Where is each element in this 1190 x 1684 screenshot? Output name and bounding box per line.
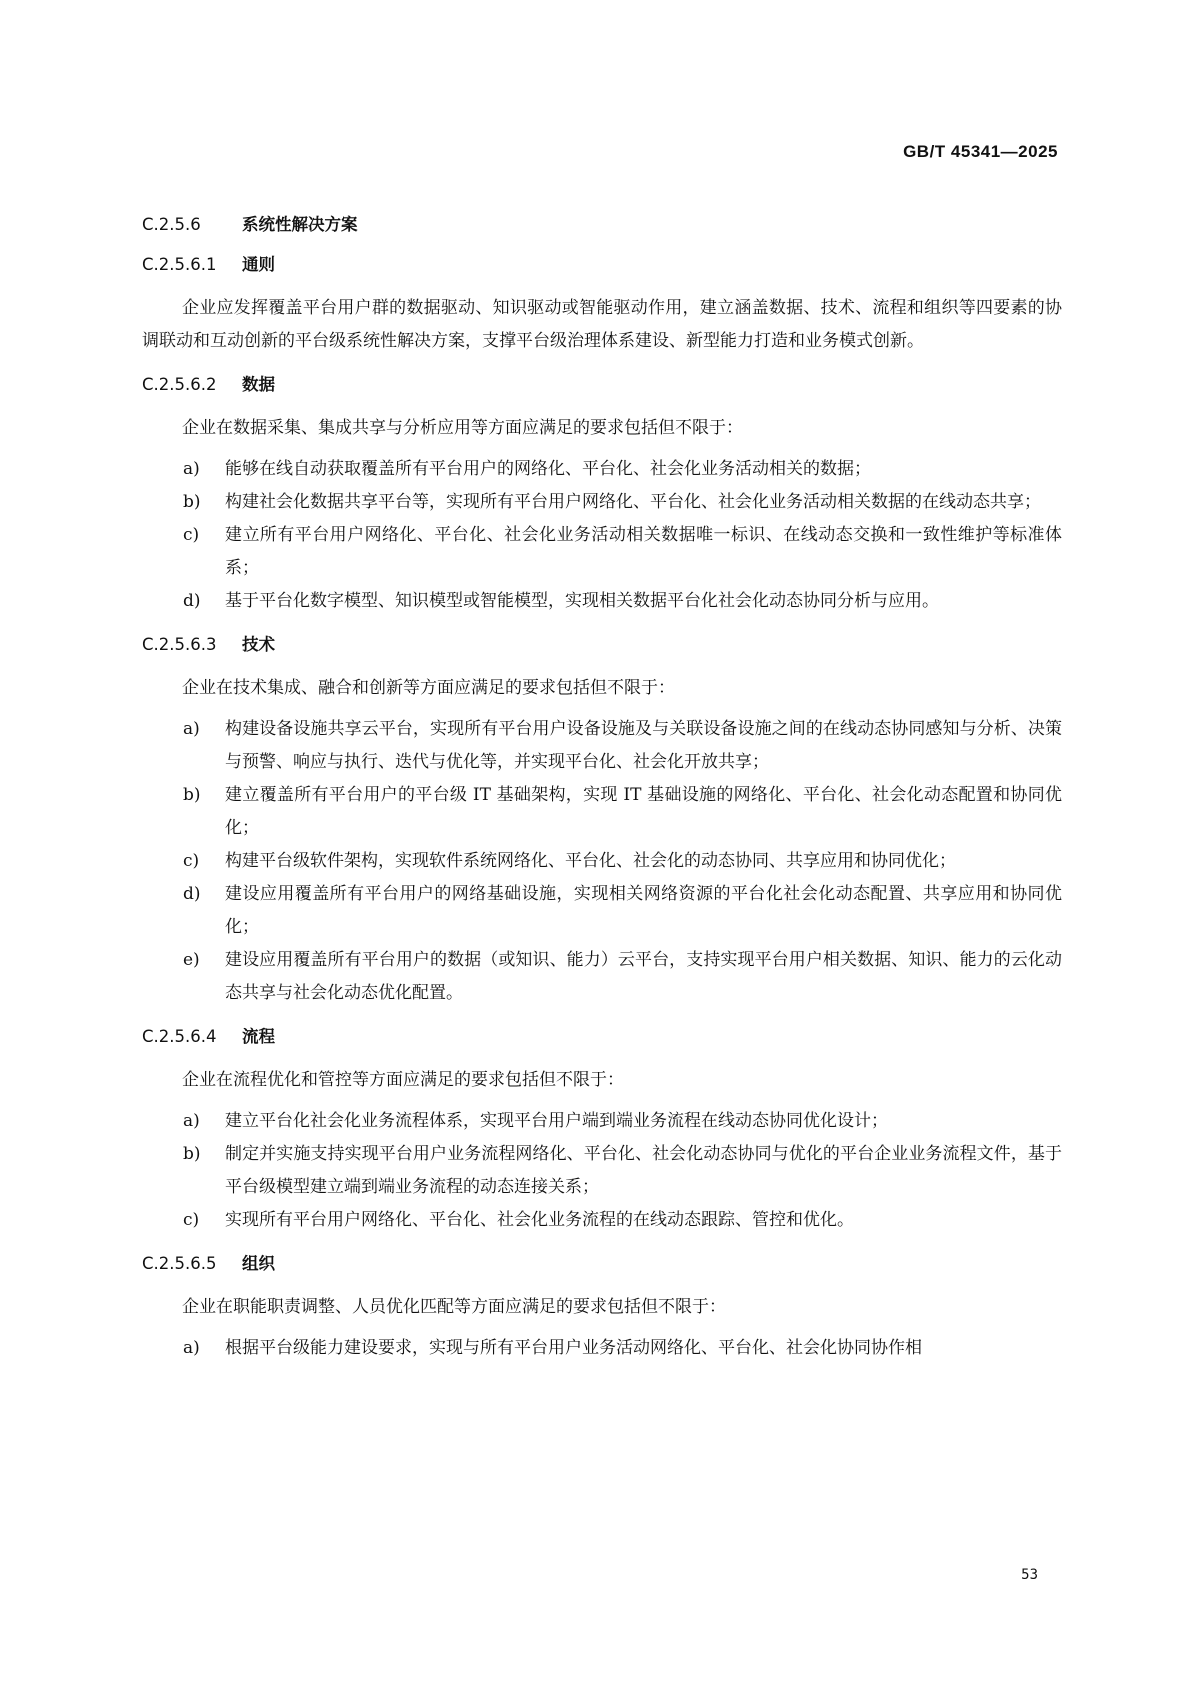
list-item — [142, 779, 1062, 845]
list-item-marker: b) — [183, 785, 201, 805]
list-item-text: 根据平台级能力建设要求，实现与所有平台用户业务活动网络化、平台化、社会化协同协作相 — [225, 1338, 922, 1358]
requirement-list — [142, 453, 1062, 618]
section-heading — [142, 1251, 1062, 1277]
section-paragraph: 企业在数据采集、集成共享与分析应用等方面应满足的要求包括但不限于： — [182, 418, 743, 438]
list-item — [142, 944, 1062, 1010]
section-title: 流程 — [242, 1027, 275, 1046]
section-number: C.2.5.6.5 — [142, 1254, 217, 1273]
requirement-list — [142, 1105, 1062, 1237]
section-heading — [142, 632, 1062, 658]
list-item-text: 实现所有平台用户网络化、平台化、社会化业务流程的在线动态跟踪、管控和优化。 — [225, 1210, 854, 1230]
list-item — [142, 585, 1062, 618]
list-item-text: 制定并实施支持实现平台用户业务流程网络化、平台化、社会化动态协同与优化的平台企业业务流程文件，基于平台级模型建立端到端业务流程的动态连接关系； — [225, 1144, 1062, 1197]
list-item-marker: c) — [183, 525, 200, 545]
list-item-marker: c) — [183, 851, 200, 871]
section-title: 通则 — [242, 255, 275, 274]
list-item-marker: b) — [183, 492, 201, 512]
list-item-text: 建设应用覆盖所有平台用户的数据（或知识、能力）云平台，支持实现平台用户相关数据、知识、能力的云化动态共享与社会化动态优化配置。 — [225, 950, 1062, 1003]
list-item — [142, 453, 1062, 486]
list-item — [142, 878, 1062, 944]
list-item-text: 基于平台化数字模型、知识模型或智能模型，实现相关数据平台化社会化动态协同分析与应用。 — [225, 591, 939, 611]
requirement-list — [142, 713, 1062, 1010]
list-item-text: 构建平台级软件架构，实现软件系统网络化、平台化、社会化的动态协同、共享应用和协同优化； — [225, 851, 956, 871]
section-title: 数据 — [242, 375, 275, 394]
list-item-text: 构建设备设施共享云平台，实现所有平台用户设备设施及与关联设备设施之间的在线动态协同感知与分析、决策与预警、响应与执行、迭代与优化等，并实现平台化、社会化开放共享； — [225, 719, 1062, 772]
list-item-marker: a) — [183, 1338, 200, 1358]
list-item — [142, 845, 1062, 878]
section-paragraph: 企业在流程优化和管控等方面应满足的要求包括但不限于： — [182, 1070, 624, 1090]
section-number: C.2.5.6.2 — [142, 375, 217, 394]
list-item-marker: a) — [183, 719, 200, 739]
section-paragraph: 企业在技术集成、融合和创新等方面应满足的要求包括但不限于： — [182, 678, 675, 698]
list-item-marker: c) — [183, 1210, 200, 1230]
section-number: C.2.5.6.1 — [142, 255, 217, 274]
list-item-text: 建立平台化社会化业务流程体系，实现平台用户端到端业务流程在线动态协同优化设计； — [225, 1111, 888, 1131]
section-heading — [142, 372, 1062, 398]
section-number: C.2.5.6 — [142, 215, 201, 234]
list-item-text: 建设应用覆盖所有平台用户的网络基础设施，实现相关网络资源的平台化社会化动态配置、共享应用和协同优化； — [225, 884, 1062, 937]
list-item — [142, 1204, 1062, 1237]
list-item — [142, 486, 1062, 519]
section-title: 组织 — [242, 1254, 275, 1273]
section-title: 技术 — [242, 635, 275, 654]
list-item — [142, 1332, 1062, 1365]
standard-code: GB/T 45341—2025 — [903, 142, 1058, 161]
section-number: C.2.5.6.3 — [142, 635, 217, 654]
section-number: C.2.5.6.4 — [142, 1027, 217, 1046]
section-paragraph: 企业应发挥覆盖平台用户群的数据驱动、知识驱动或智能驱动作用，建立涵盖数据、技术、流程和组织等四要素的协调联动和互动创新的平台级系统性解决方案，支撑平台级治理体系建设、新型能力打造和业务模式创新。 — [142, 298, 1062, 351]
list-item-text: 能够在线自动获取覆盖所有平台用户的网络化、平台化、社会化业务活动相关的数据； — [225, 459, 871, 479]
section-heading — [142, 252, 1062, 278]
list-item-marker: a) — [183, 459, 200, 479]
section-heading — [142, 212, 1062, 238]
list-item-text: 构建社会化数据共享平台等，实现所有平台用户网络化、平台化、社会化业务活动相关数据的在线动态共享； — [225, 492, 1041, 512]
document-body — [142, 212, 1062, 1379]
list-item — [142, 519, 1062, 585]
list-item — [142, 713, 1062, 779]
list-item-text: 建立覆盖所有平台用户的平台级 IT 基础架构，实现 IT 基础设施的网络化、平台化、社会化动态配置和协同优化； — [225, 785, 1062, 838]
page-number: 53 — [1021, 1567, 1038, 1583]
list-item-marker: d) — [183, 884, 201, 904]
section-paragraph: 企业在职能职责调整、人员优化匹配等方面应满足的要求包括但不限于： — [182, 1297, 726, 1317]
list-item — [142, 1138, 1062, 1204]
list-item-text: 建立所有平台用户网络化、平台化、社会化业务活动相关数据唯一标识、在线动态交换和一致性维护等标准体系； — [225, 525, 1062, 578]
section-heading — [142, 1024, 1062, 1050]
requirement-list — [142, 1332, 1062, 1365]
list-item-marker: e) — [183, 950, 200, 970]
section-title: 系统性解决方案 — [242, 215, 358, 234]
list-item-marker: b) — [183, 1144, 201, 1164]
list-item — [142, 1105, 1062, 1138]
list-item-marker: d) — [183, 591, 201, 611]
list-item-marker: a) — [183, 1111, 200, 1131]
